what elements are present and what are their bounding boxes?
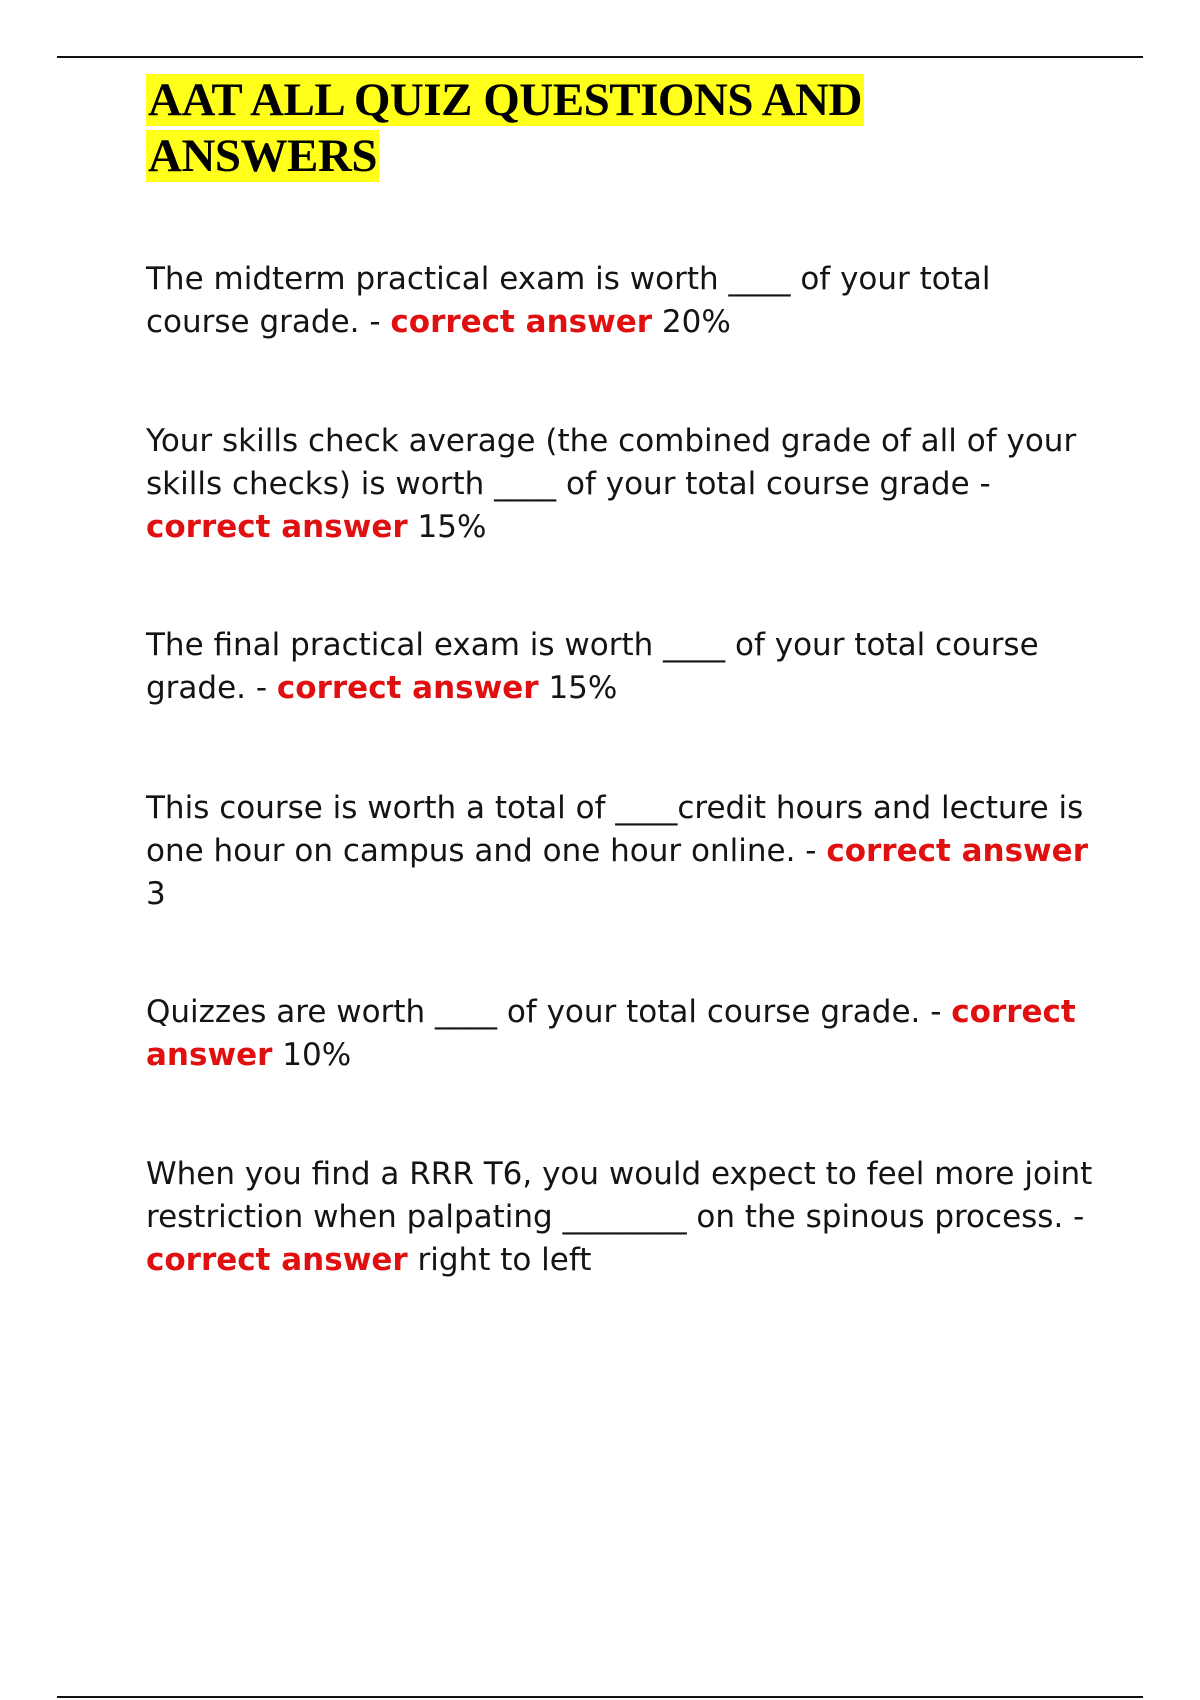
- question-text: Quizzes are worth ____ of your total course grade. -: [146, 994, 952, 1030]
- question-text: The final practical exam is worth ____ of your total course grade. -: [146, 627, 1039, 706]
- question-text: When you find a RRR T6, you would expect to feel more joint restriction when palpating ________ on the spinous process. -: [146, 1156, 1093, 1235]
- correct-answer-label: correct answer: [390, 304, 653, 340]
- title-highlight: AAT ALL QUIZ QUESTIONS AND ANSWERS: [148, 74, 862, 182]
- question-text: This course is worth a total of ____credit hours and lecture is one hour on campus and one hour online. -: [146, 790, 1084, 869]
- correct-answer-label: correct answer: [146, 994, 1076, 1073]
- qa-item-4: [146, 787, 1096, 916]
- bottom-divider: [57, 1696, 1143, 1698]
- question-text: Your skills check average (the combined grade of all of your skills checks) is worth ____ of your total course grade -: [146, 423, 1077, 502]
- answer-text: right to left: [417, 1242, 592, 1278]
- top-divider: [57, 56, 1143, 58]
- document-title: [146, 72, 1046, 184]
- qa-item-3: [146, 624, 1096, 710]
- answer-text: 15%: [417, 509, 487, 545]
- correct-answer-label: correct answer: [826, 833, 1088, 869]
- correct-answer-label: correct answer: [146, 509, 408, 545]
- answer-text: 10%: [282, 1037, 352, 1073]
- answer-text: 3: [146, 876, 166, 912]
- answer-text: 20%: [661, 304, 731, 340]
- qa-item-1: [146, 258, 1096, 344]
- question-text: The midterm practical exam is worth ____ of your total course grade. -: [146, 261, 991, 340]
- correct-answer-label: correct answer: [276, 670, 539, 706]
- qa-item-2: [146, 420, 1096, 549]
- qa-item-6: [146, 1153, 1096, 1282]
- correct-answer-label: correct answer: [146, 1242, 408, 1278]
- qa-item-5: [146, 991, 1096, 1077]
- answer-text: 15%: [548, 670, 618, 706]
